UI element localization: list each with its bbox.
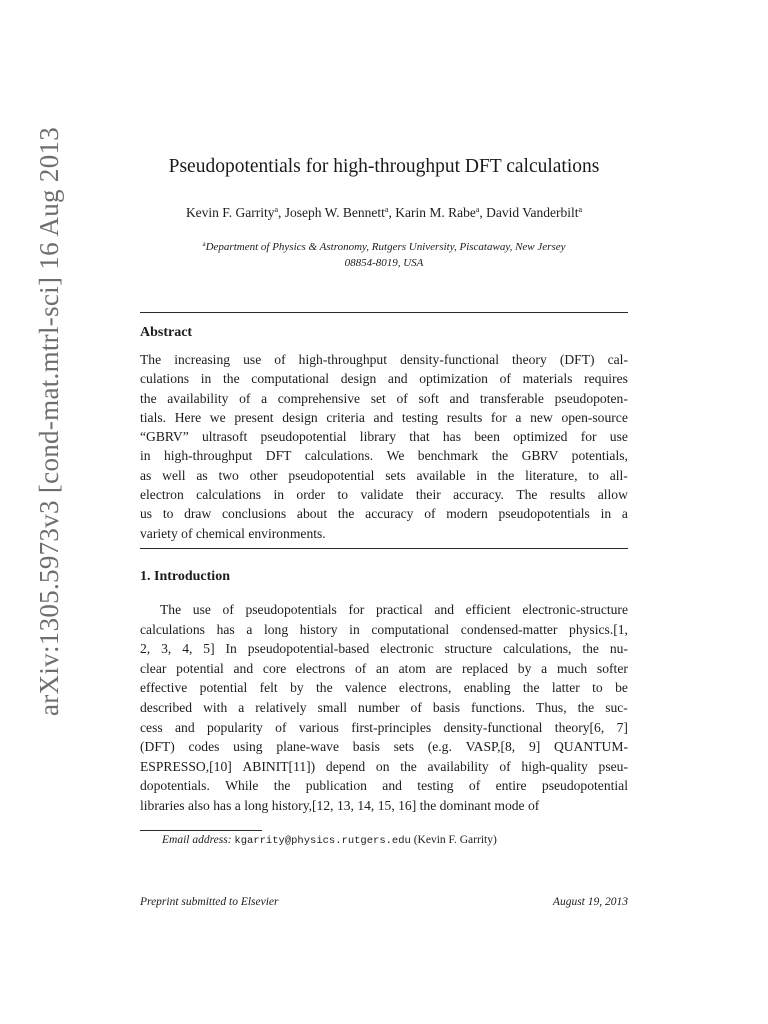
word: history,[12, — [271, 797, 334, 813]
word: accuracy — [365, 506, 414, 522]
word: pseudopotentials — [245, 602, 337, 617]
word: and — [233, 660, 254, 676]
author-list — [140, 205, 628, 221]
word: cess — [140, 719, 163, 735]
word: calculations — [140, 621, 205, 637]
word: with — [203, 699, 228, 715]
word: DFT — [265, 448, 292, 464]
introduction-line — [140, 757, 628, 777]
word: for — [580, 429, 597, 445]
word: of — [499, 758, 511, 774]
word: of — [239, 390, 251, 406]
word: us — [140, 506, 153, 522]
word: in — [600, 506, 612, 522]
word: a — [515, 409, 522, 425]
word: core — [262, 660, 287, 676]
word: electronic-structure — [522, 602, 628, 617]
affiliation-mark: a — [274, 205, 279, 214]
word: in — [349, 621, 360, 637]
word: The — [516, 487, 538, 503]
word: dopotentials. — [140, 778, 210, 794]
section-heading: 1. Introduction — [140, 569, 230, 584]
word: pseudopotential-based — [247, 641, 370, 657]
word: has — [213, 797, 232, 813]
word: the — [337, 506, 355, 522]
introduction-line — [140, 678, 628, 698]
word: conclusions — [222, 506, 287, 522]
word: 5] — [203, 641, 215, 657]
introduction-line — [140, 639, 628, 659]
word: electrons, — [398, 680, 452, 696]
word: of — [396, 390, 408, 406]
word: computational — [371, 621, 450, 637]
word: depend — [325, 758, 366, 774]
word: of — [354, 660, 367, 676]
word: entire — [495, 778, 527, 794]
word: modern — [446, 506, 488, 522]
word: the — [577, 699, 595, 715]
word: pseudopotential — [260, 429, 347, 445]
word: the — [522, 680, 540, 696]
abstract-line — [140, 427, 628, 446]
word: to — [162, 506, 174, 522]
introduction-line — [140, 698, 628, 718]
abstract-body — [140, 350, 628, 543]
word: chemical — [195, 525, 245, 541]
abstract-line — [140, 389, 628, 408]
word: much — [556, 660, 588, 676]
affiliation-mark: a — [384, 205, 389, 214]
word: computational — [251, 371, 330, 387]
word: optimized — [513, 429, 568, 445]
word: cal- — [607, 352, 628, 367]
introduction-line — [140, 718, 628, 738]
introduction-line — [140, 620, 628, 640]
author-separator: , — [479, 205, 487, 220]
word: for — [348, 602, 365, 617]
word: two — [218, 467, 239, 483]
word: testing — [417, 778, 454, 794]
affiliation — [160, 237, 608, 271]
word: GBRV — [521, 448, 559, 464]
abstract-line — [140, 408, 628, 427]
preprint-note: Preprint submitted to Elsevier — [140, 896, 279, 908]
word: the — [419, 797, 437, 813]
word: high-throughput — [163, 448, 253, 464]
abstract-line — [140, 524, 628, 543]
word: The — [160, 602, 182, 617]
word: long — [244, 797, 269, 813]
word: of — [424, 506, 436, 522]
word: potential — [176, 660, 224, 676]
word: pseu- — [598, 758, 628, 774]
word: 15, — [377, 797, 395, 813]
word: the — [316, 680, 333, 696]
word: atom — [398, 660, 426, 676]
introduction-line — [140, 776, 628, 796]
word: use — [243, 352, 262, 367]
abstract-line — [140, 466, 628, 485]
word: While — [225, 778, 259, 794]
word: a — [621, 506, 628, 522]
word: of — [499, 371, 511, 387]
word: design — [340, 371, 377, 387]
date-note: August 19, 2013 — [552, 896, 628, 908]
word: 16] — [398, 797, 417, 813]
word: we — [209, 409, 226, 425]
word: to — [588, 467, 599, 483]
word: a — [261, 390, 268, 406]
word: to — [592, 680, 603, 696]
word: about — [296, 506, 328, 522]
word: design — [282, 409, 318, 425]
word: use — [609, 429, 628, 445]
author-separator: , — [278, 205, 285, 220]
word: Thus, — [536, 699, 567, 715]
word: of — [274, 352, 286, 367]
word: physics.[1, — [569, 621, 628, 637]
word: are — [435, 660, 453, 676]
word: been — [474, 429, 500, 445]
word: We — [386, 448, 405, 464]
abstract-line — [140, 504, 628, 523]
word: soft — [418, 390, 439, 406]
word: and — [382, 778, 402, 794]
word: results — [549, 487, 586, 503]
word: other — [249, 467, 278, 483]
word: in — [200, 371, 212, 387]
abstract-line — [140, 369, 628, 388]
word: culations — [140, 371, 190, 387]
word: enabling — [463, 680, 511, 696]
word: and — [373, 409, 394, 425]
affiliation-line: 08854-8019, USA — [344, 256, 424, 269]
word: of — [410, 699, 422, 715]
word: described — [140, 699, 193, 715]
word: has — [216, 621, 235, 637]
word: ABINIT[11]) — [242, 758, 316, 774]
word: mode — [494, 797, 525, 813]
email-link[interactable]: kgarrity@physics.rutgers.edu — [234, 835, 411, 847]
word: library — [359, 429, 397, 445]
paper-title: Pseudopotentials for high-throughput DFT calculations — [168, 156, 600, 177]
word: high-throughput — [298, 352, 388, 367]
word: high-quality — [521, 758, 588, 774]
word: the — [400, 758, 417, 774]
footnote-author: (Kevin F. Garrity) — [413, 834, 497, 846]
word: the — [582, 641, 599, 657]
word: 2, — [140, 641, 151, 657]
word: availability — [427, 758, 489, 774]
word: pseudopotential — [541, 778, 628, 794]
word: the — [491, 448, 509, 464]
author-name: Karin M. Rabe — [395, 205, 476, 220]
word: of — [527, 797, 540, 813]
word: of — [222, 602, 234, 617]
footnote — [162, 834, 497, 847]
word: latter — [551, 680, 580, 696]
word: replaced — [461, 660, 509, 676]
word: various — [298, 719, 339, 735]
word: history — [299, 621, 338, 637]
word: libraries — [140, 797, 185, 813]
word: suc- — [605, 699, 628, 715]
word: that — [409, 429, 430, 445]
word: present — [234, 409, 274, 425]
word: 14, — [357, 797, 375, 813]
abstract-top-rule — [140, 312, 628, 313]
abstract-line — [140, 350, 628, 369]
word: to — [337, 487, 349, 503]
word: results — [446, 409, 483, 425]
word: density-functional — [443, 719, 543, 735]
introduction-line — [140, 659, 628, 679]
word: testing — [401, 409, 439, 425]
word: order — [296, 487, 326, 503]
word: theory — [512, 352, 547, 367]
affiliation-mark: a — [475, 205, 480, 214]
word: benchmark — [417, 448, 479, 464]
word: also — [187, 797, 210, 813]
word: potentials, — [571, 448, 628, 464]
word: long — [263, 621, 289, 637]
word: as — [196, 467, 208, 483]
word: in — [140, 448, 151, 464]
word: of — [181, 525, 193, 541]
introduction-body — [140, 600, 628, 816]
word: using — [233, 739, 263, 755]
word: The — [140, 352, 162, 367]
word: 4, — [182, 641, 193, 657]
word: electron — [140, 487, 184, 503]
word: electronic — [380, 641, 434, 657]
word: codes — [188, 739, 220, 755]
word: set — [370, 390, 386, 406]
word: Here — [174, 409, 202, 425]
word: in — [476, 467, 487, 483]
word: and — [174, 719, 195, 735]
word: variety — [140, 525, 178, 541]
word: sets — [385, 467, 406, 483]
word: available — [416, 467, 466, 483]
abstract-bottom-rule — [140, 548, 628, 549]
author-name: Joseph W. Bennett — [284, 205, 385, 220]
word: their — [415, 487, 441, 503]
word: of — [468, 778, 481, 794]
word: ESPRESSO,[10] — [140, 758, 232, 774]
word: of — [275, 719, 287, 735]
word: calculations, — [503, 641, 572, 657]
word: ultrasoft — [201, 429, 248, 445]
word: materials — [522, 371, 573, 387]
word: softer — [596, 660, 628, 676]
word: basis — [432, 699, 461, 715]
word: structure — [444, 641, 493, 657]
footnote-label: Email address: — [162, 834, 232, 846]
word: the — [497, 467, 515, 483]
word: a — [238, 699, 245, 715]
word: the — [140, 390, 157, 406]
word: relatively — [255, 699, 307, 715]
word: transferable — [479, 390, 544, 406]
word: comprehensive — [277, 390, 361, 406]
word: publication — [305, 778, 367, 794]
word: the — [223, 371, 240, 387]
word: and — [434, 602, 455, 617]
word: tials. — [140, 409, 167, 425]
word: by — [517, 660, 532, 676]
word: basis — [352, 739, 380, 755]
word: “GBRV” — [140, 429, 189, 445]
author-name: David Vanderbilt — [486, 205, 579, 220]
word: draw — [184, 506, 212, 522]
word: calculations — [196, 487, 262, 503]
affiliation-line: Department of Physics & Astronomy, Rutgers University, Piscataway, New Jersey — [205, 241, 566, 253]
affiliation-mark: a — [202, 240, 206, 248]
word: pseudopoten- — [554, 390, 628, 406]
word: valence — [345, 680, 387, 696]
word: (DFT) — [140, 739, 175, 755]
word: literature, — [525, 467, 578, 483]
word: In — [225, 641, 237, 657]
word: accuracy. — [453, 487, 504, 503]
word: well — [162, 467, 186, 483]
word: VASP,[8, — [465, 739, 516, 755]
word: dominant — [439, 797, 491, 813]
word: pseudopotential — [288, 467, 375, 483]
word: number — [358, 699, 400, 715]
word: condensed-matter — [460, 621, 558, 637]
word: nu- — [609, 641, 628, 657]
word: as — [140, 467, 152, 483]
word: be — [615, 680, 628, 696]
word: use — [192, 602, 211, 617]
word: (DFT) — [559, 352, 595, 367]
abstract-line — [140, 485, 628, 504]
word: 13, — [336, 797, 354, 813]
word: a — [541, 660, 548, 676]
abstract-heading: Abstract — [140, 325, 193, 340]
word: first-principles — [351, 719, 432, 735]
affiliation-mark: a — [578, 205, 583, 214]
word: open-source — [561, 409, 628, 425]
word: in — [273, 487, 285, 503]
introduction-line — [140, 737, 628, 757]
word: theory[6, — [554, 719, 605, 735]
footnote-rule — [140, 830, 262, 831]
word: and — [449, 390, 470, 406]
word: criteria — [326, 409, 365, 425]
word: on — [375, 758, 390, 774]
word: 3, — [161, 641, 172, 657]
word: optimization — [419, 371, 488, 387]
word: a — [234, 797, 241, 813]
word: density-functional — [400, 352, 499, 367]
word: requires — [584, 371, 628, 387]
word: sets — [393, 739, 414, 755]
word: small — [317, 699, 348, 715]
word: availability — [167, 390, 229, 406]
abstract-line — [140, 446, 628, 465]
word: potential — [199, 680, 248, 696]
word: by — [290, 680, 304, 696]
word: (e.g. — [427, 739, 452, 755]
word: functions. — [471, 699, 526, 715]
author-separator: , — [388, 205, 396, 220]
word: environments. — [248, 525, 326, 541]
introduction-line — [140, 796, 628, 816]
word: allow — [597, 487, 628, 503]
word: all- — [609, 467, 628, 483]
word: increasing — [174, 352, 231, 367]
word: popularity — [206, 719, 263, 735]
word: felt — [259, 680, 278, 696]
word: for — [490, 409, 507, 425]
word: an — [376, 660, 389, 676]
word: electrons — [296, 660, 346, 676]
word: 7] — [616, 719, 628, 735]
word: new — [530, 409, 553, 425]
word: calculations. — [304, 448, 374, 464]
word: efficient — [465, 602, 511, 617]
word: validate — [360, 487, 404, 503]
arxiv-side-stamp: arXiv:1305.5973v3 [cond-mat.mtrl-sci] 16 Aug 2013 — [34, 126, 64, 716]
word: clear — [140, 660, 167, 676]
word: QUANTUM- — [553, 739, 628, 755]
word: practical — [375, 602, 423, 617]
word: plane-wave — [276, 739, 339, 755]
word: the — [273, 778, 291, 794]
word: 9] — [528, 739, 541, 755]
word: and — [387, 371, 408, 387]
word: effective — [140, 680, 188, 696]
word: pseudopotentials — [498, 506, 590, 522]
introduction-line — [140, 600, 628, 620]
author-name: Kevin F. Garrity — [185, 205, 275, 220]
word: a — [246, 621, 253, 637]
word: has — [442, 429, 461, 445]
